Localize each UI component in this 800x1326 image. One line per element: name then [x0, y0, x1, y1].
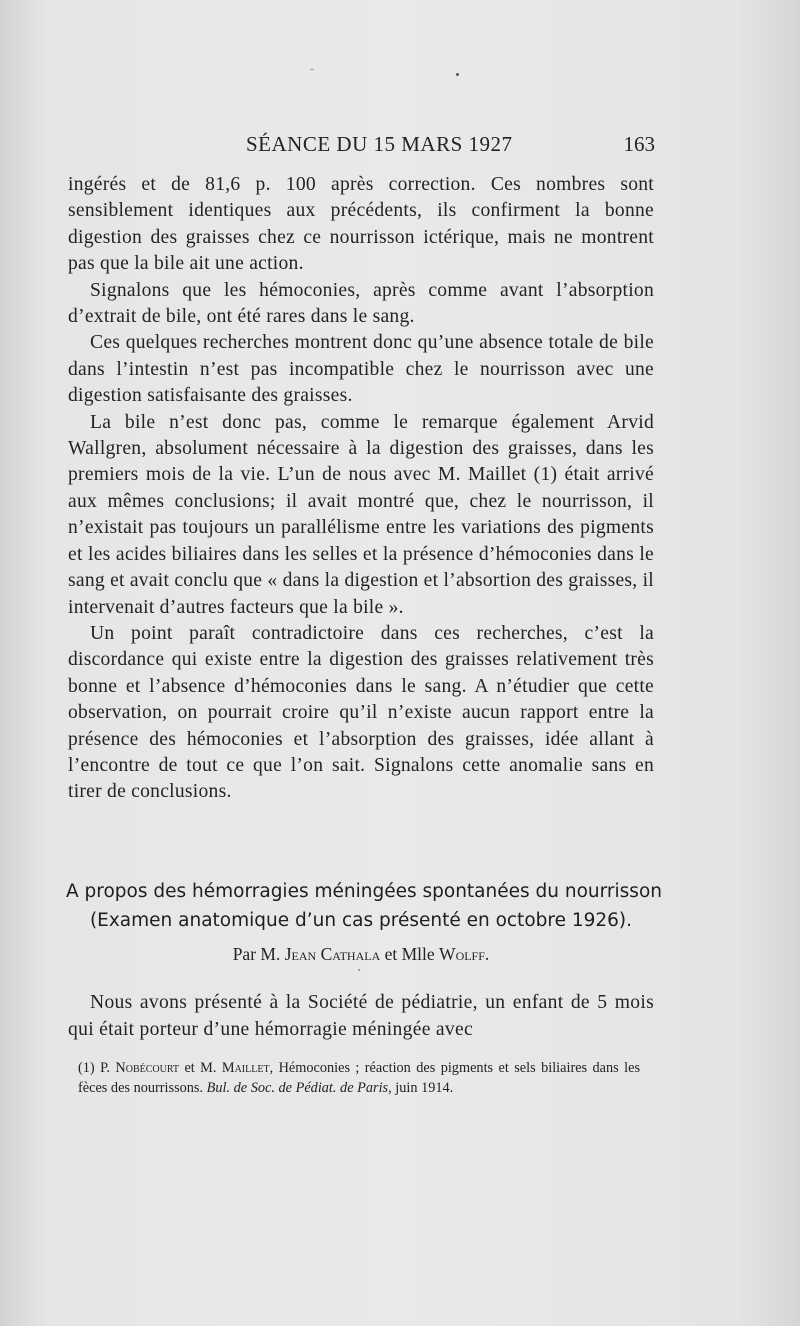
paragraph: La bile n’est donc pas, comme le remarque également Arvid Wallgren, absolument nécessaire à la digestion des graisses, dans les premiers mois de la vie. L’un de nous avec M. Maillet (1) était arrivé aux mêmes conclusions; il avait montré que, chez le nourrisson, il n’existait pas toujours un parallélisme entre les variations des pigments et les acides biliaires dans les selles et la présence d’hémoconies dans le sang et avait conclu que « dans la digestion et l’absortion des graisses, il intervenait d’autres facteurs que la bile ».	[68, 411, 654, 618]
paragraph: Nous avons présenté à la Société de pédiatrie, un enfant de 5 mois qui était porteur d’une hémorragie méningée avec	[68, 992, 654, 1040]
paragraph: ingérés et de 81,6 p. 100 après correction. Ces nombres sont sensiblement identiques aux précédents, ils confirment la bonne digestion des graisses chez ce nourrisson ictérique, mais ne montrent pas que la bile ait une action.	[68, 174, 654, 275]
scan-speck	[456, 73, 459, 76]
scan-speck	[358, 969, 360, 971]
page-number: 163	[623, 132, 655, 156]
footnote-author: Nobécourt	[115, 1060, 180, 1076]
byline	[66, 944, 656, 965]
article-opening	[68, 989, 654, 1043]
article-title-line: (Examen anatomique d’un cas présenté en octobre 1926).	[89, 910, 633, 931]
byline-prefix: Par M.	[232, 944, 281, 964]
article-title-line: A propos des hémorragies méningées spontanées du nourrisson	[66, 881, 662, 902]
article-title	[66, 877, 662, 935]
footnote-text: Hémoconies ; réaction des pigments et sels biliaires dans les fèces des nourrissons.	[78, 1060, 641, 1096]
footnote-journal: Bul. de Soc. de Pédiat. de Paris,	[206, 1080, 392, 1096]
paragraph: Signalons que les hémoconies, après comme avant l’absorption d’extrait de bile, ont été rares dans le sang.	[68, 279, 654, 328]
paragraph: Un point paraît contradictoire dans ces recherches, c’est la discordance qui existe entre la digestion des graisses relativement très bonne et l’absence d’hémoconies dans le sang. A n’étudier que cette observation, on pourrait croire qu’il n’existe aucun rapport entre la présence des hémoconies et l’absorption des graisses, idée allant à l’encontre de tout ce que l’on sait. Signalons cette anomalie sans en tirer de conclusions.	[68, 622, 654, 803]
footnote-date: juin 1914.	[395, 1080, 454, 1096]
byline-conjunction: et Mlle	[384, 944, 435, 964]
footnote-author: Maillet,	[221, 1060, 274, 1076]
footnote-conjunction: et M.	[184, 1060, 217, 1076]
footnote	[78, 1058, 640, 1098]
body-text	[68, 172, 654, 806]
running-head	[70, 132, 655, 160]
footnote-marker: (1) P.	[78, 1060, 111, 1076]
author-name: Wolff.	[439, 944, 490, 964]
author-name: Jean Cathala	[284, 944, 381, 964]
paragraph: Ces quelques recherches montrent donc qu’une absence totale de bile dans l’intestin n’est pas incompatible chez le nourrisson avec une digestion satisfaisante des graisses.	[68, 332, 654, 407]
scan-speck	[310, 69, 314, 70]
running-title: SÉANCE DU 15 MARS 1927	[246, 132, 513, 156]
